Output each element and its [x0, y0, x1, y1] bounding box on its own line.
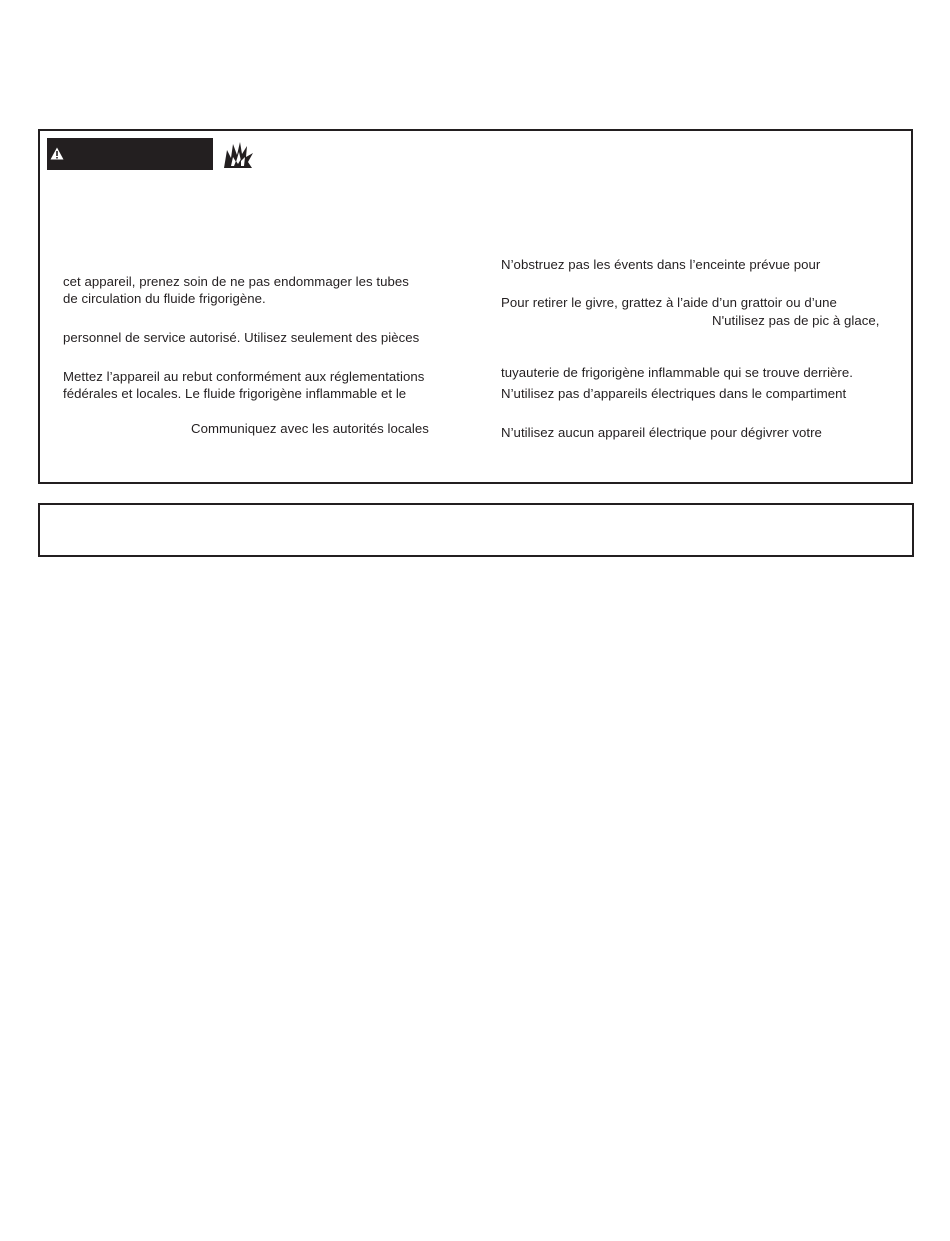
warning-text-line: Pour retirer le givre, grattez à l’aide d’un grattoir ou d’une: [501, 295, 837, 310]
warning-header-bar: [47, 138, 213, 170]
warning-text-line: de circulation du fluide frigorigène.: [63, 291, 266, 306]
explosion-icon: [222, 140, 254, 170]
warning-text-line: tuyauterie de frigorigène inflammable qui se trouve derrière.: [501, 365, 853, 380]
warning-text-line: Mettez l’appareil au rebut conformément aux réglementations: [63, 369, 425, 384]
warning-box: [38, 129, 913, 484]
warning-text-line: N’obstruez pas les évents dans l’enceinte prévue pour: [501, 257, 821, 272]
warning-text-line: N’utilisez pas d’appareils électriques dans le compartiment: [501, 386, 847, 401]
warning-text-line: N'utilisez pas de pic à glace,: [712, 313, 880, 328]
warning-text-line: personnel de service autorisé. Utilisez seulement des pièces: [63, 330, 420, 345]
note-box: [38, 503, 914, 557]
warning-text-line: fédérales et locales. Le fluide frigorigène inflammable et le: [63, 386, 407, 401]
warning-text-line: cet appareil, prenez soin de ne pas endommager les tubes: [63, 274, 409, 289]
warning-triangle-icon: [50, 147, 64, 160]
warning-text-line: N’utilisez aucun appareil électrique pour dégivrer votre: [501, 425, 822, 440]
warning-text-line: Communiquez avec les autorités locales: [191, 421, 429, 436]
